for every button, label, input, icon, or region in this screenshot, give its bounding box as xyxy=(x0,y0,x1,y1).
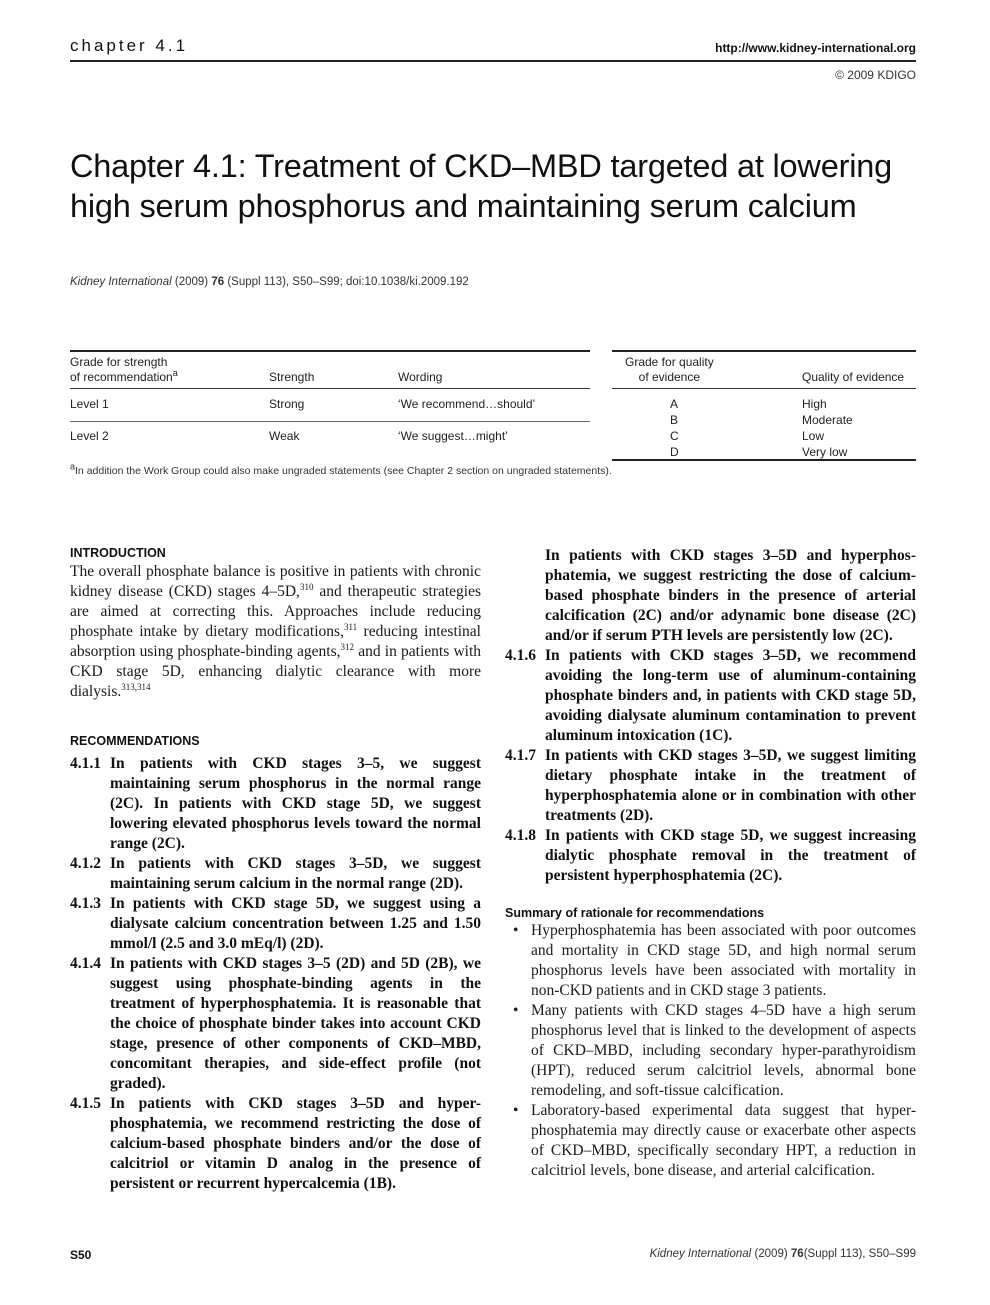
reference-310[interactable]: 310 xyxy=(299,581,314,592)
recommendations-heading: RECOMMENDATIONS xyxy=(70,734,200,748)
table-cell-grade: A xyxy=(670,397,679,411)
citation-journal: Kidney International xyxy=(70,276,172,288)
table-cell-quality: Very low xyxy=(802,445,848,459)
bullet-icon: • xyxy=(513,1102,519,1119)
table-cell-grade: Level 2 xyxy=(70,429,109,443)
header-quality: Quality of evidence xyxy=(802,370,905,384)
citation-rest: (Suppl 113), S50–S99; doi:10.1038/ki.2009.192 xyxy=(227,276,469,288)
reference-313-314[interactable]: 313,314 xyxy=(121,681,151,692)
chapter-title: Chapter 4.1: Treatment of CKD–MBD targeted at lowering high serum phosphorus and maintaining serum calcium xyxy=(70,148,892,224)
recommendation-4-1-2: 4.1.2 In patients with CKD stages 3–5D, we suggest maintaining serum calcium in the normal range (2D). xyxy=(70,855,481,892)
table-cell-wording: ‘We recommend…should’ xyxy=(398,397,536,411)
bullet-icon: • xyxy=(513,1002,519,1019)
table-top-rule xyxy=(70,350,590,352)
table-cell-quality: Low xyxy=(802,429,825,443)
journal-url-link[interactable]: http://www.kidney-international.org xyxy=(715,41,916,55)
copyright-notice: © 2009 KDIGO xyxy=(835,68,916,82)
header-wording: Wording xyxy=(398,370,443,384)
bullet-icon: • xyxy=(513,922,519,939)
table-cell-wording: ‘We suggest…might’ xyxy=(398,429,508,443)
header-rule xyxy=(70,60,916,62)
running-head xyxy=(70,36,916,66)
recommendation-4-1-3: 4.1.3 In patients with CKD stage 5D, we suggest using a dialysate calcium concentration between 1.25 and 1.50 mmol/l (2.5 and 3.0 mEq/l) (2D). xyxy=(70,895,481,952)
header-grade-quality: Grade for quality of evidence xyxy=(625,355,714,384)
rationale-bullet: • Hyperphosphatemia has been associated with poor outcomes and mortality in CKD stage 5D, and high normal serum phosphorus levels have been associated with mortality in non-CKD patients and in CKD stage 3 patients. xyxy=(513,922,916,999)
table-cell-grade: D xyxy=(670,445,679,459)
right-column xyxy=(505,546,916,1181)
table-top-rule xyxy=(612,350,916,352)
footer-citation: Kidney International (2009) 76(Suppl 113), S50–S99 xyxy=(649,1248,916,1260)
recommendation-4-1-8: 4.1.8 In patients with CKD stage 5D, we suggest increasing dialytic phosphate removal in the treatment of persistent hyperphosphatemia (2C). xyxy=(505,827,916,884)
table-cell-quality: Moderate xyxy=(802,413,853,427)
introduction-heading: INTRODUCTION xyxy=(70,546,166,560)
recommendation-4-1-6: 4.1.6 In patients with CKD stages 3–5D, we recommend avoiding the long-term use of aluminum-containing phosphate binders and, in patients with CKD stage 5D, avoiding dialysate aluminum contamination to prevent aluminum intoxication (1C). xyxy=(505,647,916,744)
recommendation-4-1-7: 4.1.7 In patients with CKD stages 3–5D, we suggest limiting dietary phosphate intake in the treatment of hyperphosphatemia alone or in combination with other treatments (2D). xyxy=(505,747,916,824)
table-mid-rule xyxy=(612,388,916,389)
recommendation-4-1-1: 4.1.1 In patients with CKD stages 3–5, we suggest maintaining serum phosphorus in the normal range (2C). In patients with CKD stage 5D, we suggest lowering elevated phosphorus levels toward the normal range (2C). xyxy=(70,755,481,852)
chapter-label: chapter 4.1 xyxy=(70,36,189,55)
page-number: S50 xyxy=(70,1248,92,1262)
citation-volume: 76 xyxy=(211,276,225,288)
citation-year: (2009) xyxy=(174,276,209,288)
rationale-bullet: • Laboratory-based experimental data suggest that hyper-phosphatemia may directly cause or exacerbate other aspects of CKD–MBD, specifically secondary HPT, a reduction in calcitriol levels, bone disease, and arterial calcification. xyxy=(513,1102,916,1179)
strength-grade-table xyxy=(70,350,590,462)
quality-grade-table xyxy=(612,350,916,462)
header-strength: Strength xyxy=(269,370,315,384)
left-column xyxy=(70,546,481,1194)
table-cell-grade: Level 1 xyxy=(70,397,109,411)
recommendation-4-1-5-continued: In patients with CKD stages 3–5D and hyperphos-phatemia, we suggest restricting the dose of calcium-based phosphate binders in the presence of arterial calcification (2C) and/or adynamic bone disease (2C) and/or if serum PTH levels are persistently low (2C). xyxy=(545,547,916,644)
table-row-rule xyxy=(70,421,590,422)
recommendation-4-1-4: 4.1.4 In patients with CKD stages 3–5 (2D) and 5D (2B), we suggest using phosphate-binding agents in the treatment of hyperphosphatemia. It is reasonable that the choice of phosphate binder takes into account CKD stage, presence of other components of CKD–MBD, concomitant therapies, and side-effect profile (not graded). xyxy=(70,955,481,1092)
table-footnote: $^a$In addition the Work Group could also make ungraded statements (see Chapter 2 section on ungraded statements). xyxy=(70,461,612,477)
reference-311[interactable]: 311 xyxy=(343,621,358,632)
rationale-heading: Summary of rationale for recommendations xyxy=(505,906,765,920)
table-cell-strength: Strong xyxy=(269,397,305,411)
table-cell-grade: B xyxy=(670,413,679,427)
table-mid-rule xyxy=(70,388,590,389)
article-citation xyxy=(70,276,469,288)
introduction-paragraph: The overall phosphate balance is positive in patients with chronic kidney disease (CKD) stages 4–5D,$^{310}$ and therapeutic strategies are aimed at correcting this. Approaches include reducing phosphate intake by dietary modifications,$^{311}$ reducing intestinal absorption using phosphate-binding agents,$^{312}$ and in patients with CKD stage 5D, enhancing dialytic clearance with more dialysis.$^{313,314}$ xyxy=(70,563,481,700)
recommendation-4-1-5: 4.1.5 In patients with CKD stages 3–5D and hyper-phosphatemia, we recommend restricting the dose of calcium-based phosphate binders and/or the dose of calcitriol or vitamin D analog in the presence of persistent or recurrent hypercalcemia (1B). xyxy=(70,1095,481,1192)
table-cell-quality: High xyxy=(802,397,827,411)
reference-312[interactable]: 312 xyxy=(340,641,354,652)
table-bottom-rule xyxy=(612,459,916,461)
header-grade-strength: Grade for strength of recommendation$^a$ xyxy=(70,355,178,384)
table-cell-grade: C xyxy=(670,429,679,443)
rationale-bullet: • Many patients with CKD stages 4–5D have a high serum phosphorus level that is linked to the development of aspects of CKD–MBD, including secondary hyper-parathyroidism (HPT), reduced serum calcitriol levels, abnormal bone remodeling, and soft-tissue calcification. xyxy=(513,1002,916,1099)
table-cell-strength: Weak xyxy=(269,429,300,443)
